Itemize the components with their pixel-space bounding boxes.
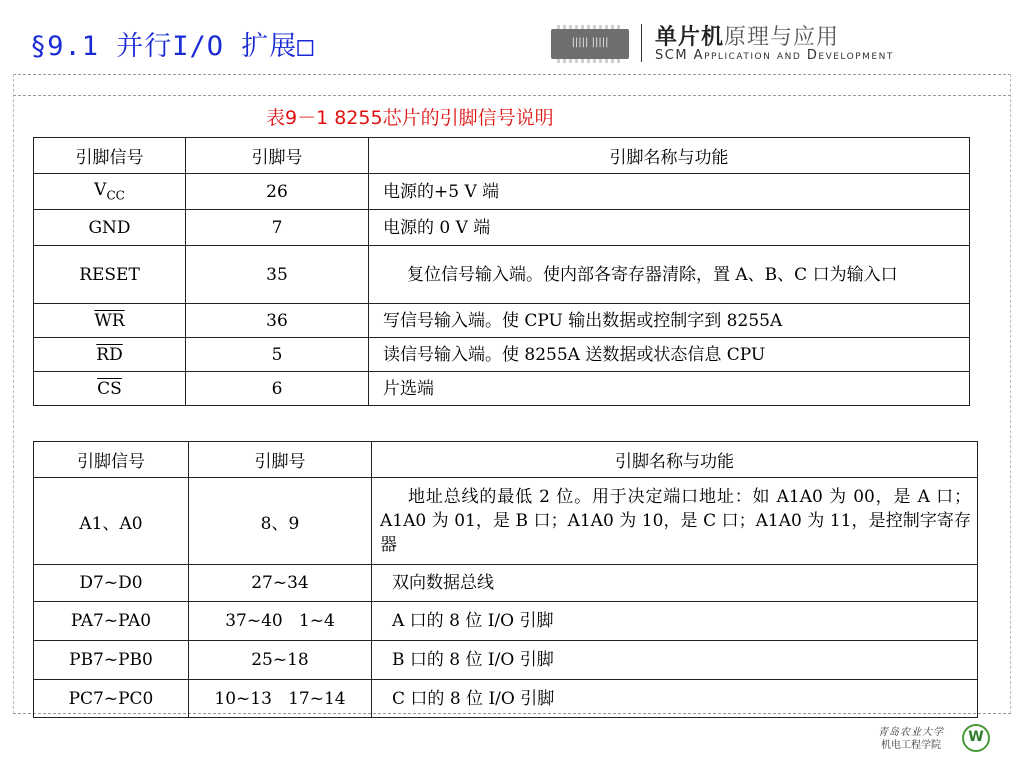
signal-cell: GND	[34, 210, 186, 246]
desc-cell: 复位信号输入端。使内部各寄存器清除，置 A、B、C 口为输入口	[369, 246, 970, 304]
university-logo-icon: W	[962, 724, 990, 752]
col-header-signal: 引脚信号	[34, 442, 189, 478]
signal-cell: $\overline{CS}$	[34, 372, 186, 406]
table-caption: 表9－1 8255芯片的引脚信号说明	[266, 107, 554, 129]
desc-cell: 电源的+5 V 端	[369, 174, 970, 210]
pin-table-2	[33, 441, 978, 718]
table-row	[34, 602, 978, 641]
pin-cell: 36	[186, 304, 369, 338]
table-row	[34, 174, 970, 210]
frame-band	[13, 74, 1011, 96]
pin-cell: 27~34	[189, 565, 372, 602]
table-row	[34, 338, 970, 372]
signal-cell: $\overline{WR}$	[34, 304, 186, 338]
signal-cell: A1、A0	[34, 478, 189, 565]
pin-cell: 8、9	[189, 478, 372, 565]
col-header-desc: 引脚名称与功能	[372, 442, 978, 478]
signal-cell: $V_{CC}$	[34, 174, 186, 210]
signal-cell: PC7~PC0	[34, 680, 189, 718]
col-header-pin: 引脚号	[186, 138, 369, 174]
university-mark: 青岛农业大学 机电工程学院	[878, 727, 944, 751]
col-header-pin: 引脚号	[189, 442, 372, 478]
col-header-desc: 引脚名称与功能	[369, 138, 970, 174]
pin-cell: 5	[186, 338, 369, 372]
pin-cell: 6	[186, 372, 369, 406]
pin-table-1	[33, 137, 970, 406]
desc-cell: 双向数据总线	[372, 565, 978, 602]
table-row	[34, 680, 978, 718]
pin-cell: 7	[186, 210, 369, 246]
slide-title: §9.1 并行I/O 扩展□	[30, 31, 315, 62]
table-row	[34, 246, 970, 304]
table-row	[34, 210, 970, 246]
signal-cell: PA7~PA0	[34, 602, 189, 641]
pin-cell: 10~13 17~14	[189, 680, 372, 718]
pin-cell: 25~18	[189, 641, 372, 680]
desc-cell: 电源的 0 V 端	[369, 210, 970, 246]
signal-cell: PB7~PB0	[34, 641, 189, 680]
signal-cell: D7~D0	[34, 565, 189, 602]
desc-cell: 片选端	[369, 372, 970, 406]
chip-icon: ||||| |||||	[551, 29, 629, 59]
pin-cell: 35	[186, 246, 369, 304]
desc-cell: A 口的 8 位 I/O 引脚	[372, 602, 978, 641]
table-row	[34, 478, 978, 565]
signal-cell: RESET	[34, 246, 186, 304]
desc-cell: 读信号输入端。使 8255A 送数据或状态信息 CPU	[369, 338, 970, 372]
signal-cell: $\overline{RD}$	[34, 338, 186, 372]
col-header-signal: 引脚信号	[34, 138, 186, 174]
table-row	[34, 372, 970, 406]
table-row	[34, 304, 970, 338]
desc-cell: 写信号输入端。使 CPU 输出数据或控制字到 8255A	[369, 304, 970, 338]
brand-subtitle: SCM Application and Development	[655, 48, 894, 63]
table-row	[34, 641, 978, 680]
pin-cell: 37~40 1~4	[189, 602, 372, 641]
divider	[641, 24, 642, 62]
desc-cell: C 口的 8 位 I/O 引脚	[372, 680, 978, 718]
table-row	[34, 565, 978, 602]
desc-cell: 地址总线的最低 2 位。用于决定端口地址：如 A1A0 为 00，是 A 口；A1A0 为 01，是 B 口；A1A0 为 10，是 C 口；A1A0 为 11，是控制字寄存器	[372, 478, 978, 565]
desc-cell: B 口的 8 位 I/O 引脚	[372, 641, 978, 680]
pin-cell: 26	[186, 174, 369, 210]
brand-title: 单片机原理与应用	[655, 25, 840, 50]
